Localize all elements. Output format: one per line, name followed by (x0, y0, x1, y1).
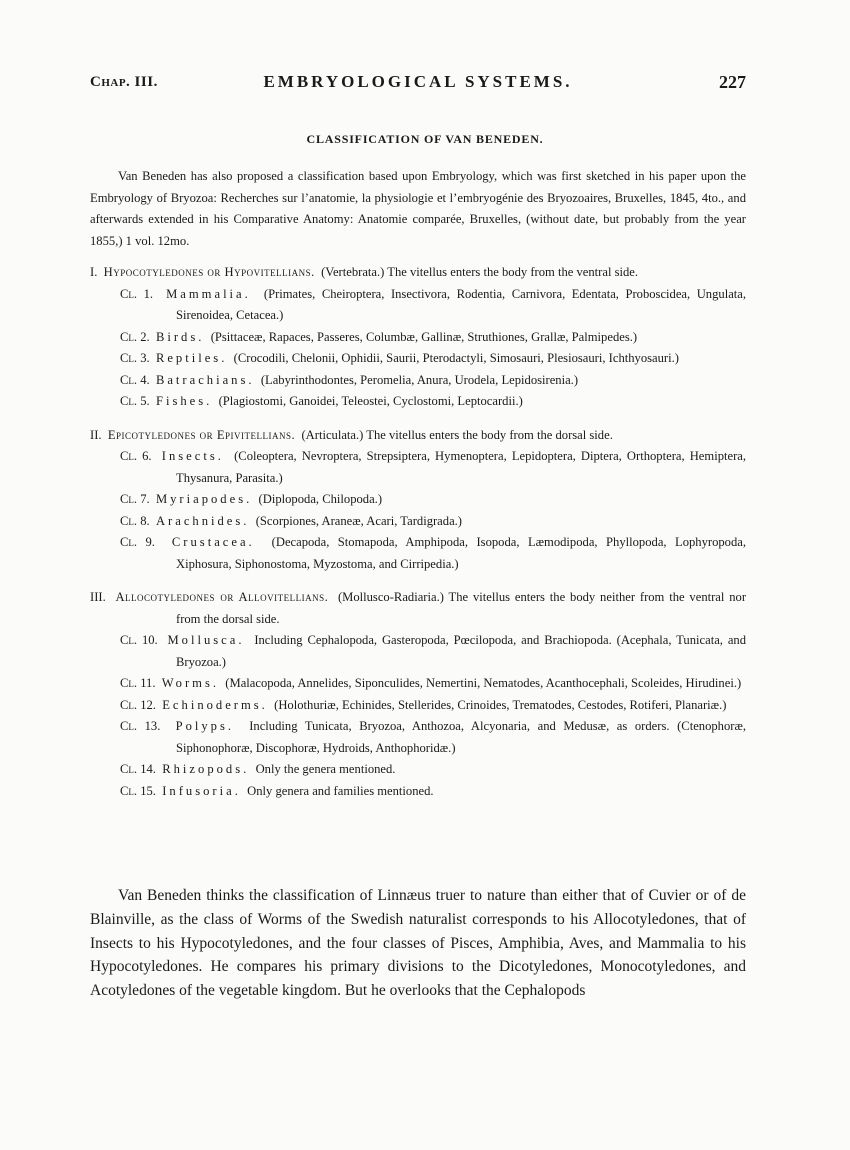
classification-group (90, 425, 746, 576)
class-name: Mollusca. (167, 633, 245, 647)
class-entry (90, 630, 746, 673)
class-label: Cl. 6. (120, 449, 152, 463)
class-name: Reptiles. (155, 351, 228, 365)
group-description: (Mollusco-Radiaria.) The vitellus enters the body neither from the ventral nor from the dorsal side. (176, 590, 747, 626)
class-name: Insects. (161, 449, 224, 463)
class-entry (90, 391, 746, 413)
class-description: (Primates, Cheiroptera, Insectivora, Rodentia, Carnivora, Edentata, Proboscidea, Ungulata, Sirenoidea, Cetacea.) (176, 286, 747, 322)
class-description: Only genera and families mentioned. (247, 783, 434, 798)
class-description: (Psittaceæ, Rapaces, Passeres, Columbæ, Gallinæ, Struthiones, Grallæ, Palmipedes.) (210, 329, 638, 344)
class-name: Arachnides. (155, 513, 250, 528)
class-label: Cl. 12. (120, 697, 156, 712)
group-description: (Articulata.) The vitellus enters the body from the dorsal side. (301, 427, 613, 442)
class-name: Fishes. (155, 394, 213, 408)
class-description: (Holothuriæ, Echinides, Stellerides, Crinoides, Trematodes, Cestodes, Rotiferi, Planariæ.) (274, 697, 727, 712)
classification-group (90, 262, 746, 413)
section-title: CLASSIFICATION OF VAN BENEDEN. (306, 132, 544, 146)
class-label: Cl. 13. (120, 719, 161, 733)
intro-paragraph: Van Beneden has also proposed a classification based upon Embryology, which was first sketched in his paper upon the Embryology of Bryozoa: Recherches sur l’anatomie, la physiologie et l’embryogénie des Bryozoaires, Bruxelles, 1845, 4to., and afterwards extended in his Comparative Anatomy: Anatomie comparée, Bruxelles, (without date, but probably from the year 1855,) 1 vol. 12mo. (90, 169, 746, 248)
class-name: Crustacea. (171, 535, 255, 549)
class-description: (Coleoptera, Nevroptera, Strepsiptera, Hymenoptera, Lepidoptera, Diptera, Orthoptera, Hemiptera, Thysanura, Parasita.) (176, 449, 747, 485)
class-label: Cl. 7. (120, 492, 150, 506)
class-label: Cl. 8. (120, 513, 150, 528)
class-entry (90, 348, 746, 370)
class-description: (Decapoda, Stomapoda, Amphipoda, Isopoda, Læmodipoda, Phyllopoda, Lophyropoda, Xiphosura, Siphonostoma, Myzostoma, and Cirripedia.) (176, 535, 747, 571)
class-name: Birds. (155, 329, 205, 344)
group-numeral: I. (90, 265, 98, 279)
class-description: (Malacopoda, Annelides, Siponculides, Nemertini, Nematodes, Acanthocephali, Scoleides, Hirudinei.) (225, 676, 742, 690)
class-description: (Crocodili, Chelonii, Ophidii, Saurii, Pterodactyli, Simosauri, Plesiosauri, Ichthyosauri.) (233, 351, 679, 365)
class-label: Cl. 2. (120, 329, 150, 344)
running-title: EMBRYOLOGICAL SYSTEMS. (263, 72, 573, 91)
running-header (90, 72, 746, 96)
class-description: (Diplopoda, Chilopoda.) (258, 492, 383, 506)
class-label: Cl. 11. (120, 676, 156, 690)
class-entry (90, 759, 746, 781)
class-name: Polyps. (175, 719, 235, 733)
class-name: Worms. (161, 676, 219, 690)
group-heading (90, 587, 746, 630)
class-entry (90, 511, 746, 533)
class-entry (90, 781, 746, 803)
group-description: (Vertebrata.) The vitellus enters the body from the ventral side. (321, 265, 639, 279)
class-entry (90, 327, 746, 349)
class-description: Only the genera mentioned. (255, 762, 396, 776)
group-numeral: III. (90, 590, 106, 604)
classification-group (90, 587, 746, 802)
chapter-label: Chap. III. (90, 74, 158, 90)
class-name: Rhizopods. (162, 762, 250, 776)
class-entry (90, 489, 746, 511)
class-name: Echinoderms. (162, 697, 268, 712)
group-name: Hypocotyledones or Hypovitellians. (103, 265, 315, 279)
class-entry (90, 446, 746, 489)
page-number: 227 (719, 72, 746, 92)
class-name: Infusoria. (162, 783, 241, 798)
group-numeral: II. (90, 427, 102, 442)
class-label: Cl. 9. (120, 535, 155, 549)
class-label: Cl. 3. (120, 351, 150, 365)
class-label: Cl. 5. (120, 394, 150, 408)
group-heading (90, 262, 746, 284)
class-description: (Labyrinthodontes, Peromelia, Anura, Urodela, Lepidosirenia.) (260, 372, 579, 387)
classification-list (90, 262, 746, 814)
class-description: (Scorpiones, Araneæ, Acari, Tardigrada.) (255, 513, 462, 528)
class-entry (90, 673, 746, 695)
class-label: Cl. 10. (120, 633, 158, 647)
class-description: (Plagiostomi, Ganoidei, Teleostei, Cyclostomi, Leptocardii.) (218, 394, 523, 408)
class-description: Including Tunicata, Bryozoa, Anthozoa, Alcyonaria, and Medusæ, as orders. (Ctenophoræ, Siphonophoræ, Discophoræ, Hydroids, Anthophoridæ.) (176, 719, 747, 755)
class-label: Cl. 4. (120, 372, 150, 387)
group-name: Allocotyledones or Allovitellians. (115, 590, 329, 604)
class-name: Myriapodes. (155, 492, 253, 506)
class-entry (90, 695, 746, 717)
class-name: Mammalia. (166, 286, 251, 301)
class-entry (90, 532, 746, 575)
class-entry (90, 284, 746, 327)
class-description: Including Cephalopoda, Gasteropoda, Pœcilopoda, and Brachiopoda. (Acephala, Tunicata, and Bryozoa.) (176, 633, 747, 669)
class-entry (90, 370, 746, 392)
class-entry (90, 716, 746, 759)
class-label: Cl. 14. (120, 762, 156, 776)
group-heading (90, 425, 746, 447)
class-label: Cl. 1. (120, 286, 154, 301)
class-label: Cl. 15. (120, 783, 156, 798)
group-name: Epicotyledones or Epivitellians. (107, 427, 296, 442)
conclusion-paragraph: Van Beneden thinks the classification of Linnæus truer to nature than either that of Cuvier or of de Blainville, as the class of Worms of the Swedish naturalist corresponds to his Allocotyledones, that of Insects to his Hypocotyledones, and the four classes of Pisces, Amphibia, Aves, and Mammalia to his Hypocotyledones. He compares his primary divisions to the Dicotyledones, Monocotyledones, and Acotyledones of the vegetable kingdom. But he overlooks that the Cephalopods (90, 887, 746, 1000)
class-name: Batrachians. (155, 372, 255, 387)
